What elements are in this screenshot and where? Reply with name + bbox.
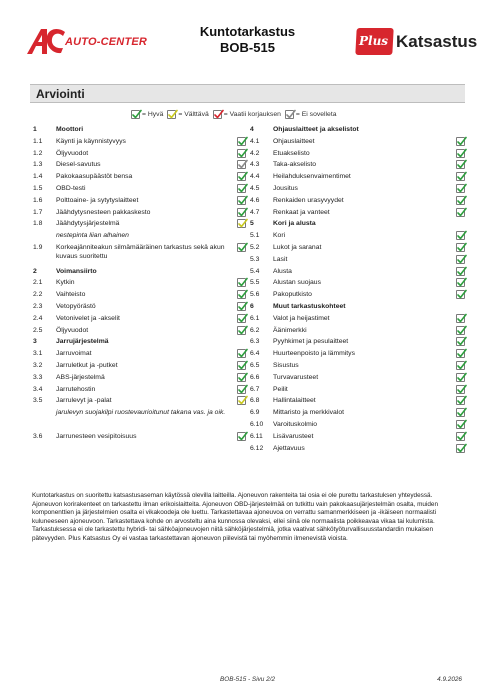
item-label: Kori ja alusta [273,220,316,228]
inspection-row [250,171,460,183]
inspection-row [250,384,460,396]
inspection-row [33,207,243,219]
item-label: Vetopyörästö [56,302,96,310]
item-number: 5.5 [250,279,260,287]
item-number: 4.5 [250,184,260,192]
item-label: Kytkin [56,279,75,287]
check-good-icon [456,337,465,346]
remark-row [33,407,243,431]
check-good-icon [237,290,246,299]
legend-repair [213,110,281,119]
item-label: Jarrujärjestelmä [56,338,109,346]
check-good-icon [237,137,246,146]
item-number: 6 [250,302,254,310]
inspection-row [33,313,243,325]
item-label: Öljyvuodot [56,149,89,157]
inspection-row [33,171,243,183]
footer-date: 4.9.2026 [437,676,462,683]
inspection-row [250,183,460,195]
check-good-icon [456,396,465,405]
item-label: Huurteenpoisto ja lämmitys [273,350,355,358]
item-number: 5.1 [250,232,260,240]
footer-page-number: BOB-515 - Sivu 2/2 [219,676,276,683]
page-header [0,0,495,70]
item-label: Pakoputkisto [273,291,312,299]
inspection-row [250,136,460,148]
check-good-icon [237,184,246,193]
item-number: 5.6 [250,291,260,299]
inspection-row [250,207,460,219]
item-number: 1.5 [33,184,43,192]
inspection-row [250,289,460,301]
check-good-icon [456,361,465,370]
item-label: Jarruvoimat [56,350,92,358]
item-number: 4.6 [250,196,260,204]
inspection-row [250,195,460,207]
remark-text: jarulevyn suojakilpi ruostevaurioitunut takana vas. ja oik. [56,409,226,417]
item-number: 1.7 [33,208,43,216]
inspection-row [33,325,243,337]
item-label: Taka-akselisto [273,161,317,169]
inspection-list-right [250,124,460,454]
inspection-row [250,419,460,431]
item-number: 2.5 [33,326,43,334]
check-good-icon [131,110,140,119]
check-good-icon [456,349,465,358]
check-good-icon [237,196,246,205]
legend-na [285,110,337,119]
inspection-row [33,159,243,171]
item-number: 6.3 [250,338,260,346]
inspection-row [33,431,243,443]
item-number: 3.2 [33,361,43,369]
item-number: 6.6 [250,373,260,381]
item-number: 5 [250,220,254,228]
inspection-row [250,148,460,160]
item-number: 1.1 [33,137,43,145]
item-number: 5.2 [250,243,260,251]
check-good-icon [456,278,465,287]
item-number: 4.4 [250,173,260,181]
title-line-1: Kuntotarkastus [199,24,296,39]
inspection-row [250,372,460,384]
inspection-row [33,395,243,407]
item-number: 5.3 [250,255,260,263]
item-number: 1.8 [33,220,43,228]
plus-katsastus-logo [356,28,476,56]
item-number: 6.11 [250,432,263,440]
check-good-icon [456,432,465,441]
item-label: Voimansiirto [56,267,97,275]
check-good-icon [237,373,246,382]
item-label: Kori [273,232,286,240]
item-label: Diesel-savutus [56,161,101,169]
check-good-icon [456,290,465,299]
check-good-icon [456,326,465,335]
item-label: Vetonivelet ja -akselit [56,314,120,322]
inspection-row [250,336,460,348]
check-good-icon [237,432,246,441]
item-label: Varoituskolmio [273,420,318,428]
item-number: 1.3 [33,161,43,169]
item-number: 2.3 [33,302,43,310]
item-label: Jarrunesteen vesipitoisuus [56,432,137,440]
inspection-row [250,313,460,325]
check-good-icon [456,408,465,417]
check-good-icon [237,361,246,370]
inspection-row [33,301,243,313]
legend-good-label: = Hyvä [142,110,164,118]
item-number: 1 [33,126,37,133]
item-number: 3.3 [33,373,43,381]
item-label: Käynti ja käynnistyvyys [56,137,126,145]
item-label: Sisustus [273,361,299,369]
item-number: 5.4 [250,267,260,275]
check-good-icon [237,172,246,181]
item-label: Jäähdytysnesteen pakkaskesto [56,208,151,216]
item-number: 6.8 [250,397,260,405]
item-label: Lasit [273,255,288,263]
legend-adequate-label: = Välttävä [178,110,209,118]
section-heading-row [250,301,460,313]
item-number: 1.2 [33,149,43,157]
item-label: Pyyhkimet ja pesulaitteet [273,338,349,346]
inspection-row [33,242,243,266]
item-number: 6.10 [250,420,264,428]
item-number: 1.9 [33,243,43,251]
item-number: 2 [33,267,37,275]
inspection-row [33,183,243,195]
item-number: 3.5 [33,397,43,405]
item-label: Renkaat ja vanteet [273,208,330,216]
check-good-icon [237,326,246,335]
item-number: 6.4 [250,350,260,358]
item-label: Valot ja heijastimet [273,314,330,322]
disclaimer-text: Kuntotarkastus on suoritettu katsastusaseman käytössä olevilla laitteilla. Ajoneuvon rakenteita tai osia ei ole purettu tarkastuksen yhteydessä. Ajoneuvon korirakenteet on tarkastettu ilman erikoislaitteita. Ajoneuvon OBD-järjestelmää on tutkittu vain pakokaasujärjestelmän osalta, muiden komponenttien ja järjestelmien osalta ei vikakoodeja ole luettu. Tarkastettavaa ajoneuvoa on verrattu samanmerkkiseen ja -ikäiseen normaalisti kuluneeseen ajoneuvoon. Tarkastettava kohde on arvosteltu aina kunnossa olevaksi, ellei siinä ole normaalista poikkeavaa vikaa tai kulumista. Tarkastuksessa ei ole tarkastettu hybridi- tai sähköajoneuvojen niitä sähköjärjestelmiä, jotka vaativat sähkötyöturvallisuusstandardin mukaisen pätevyyden. Plus Katsastus Oy ei vastaa tarkastettavan ajoneuvon piilevistä tai myöhemmin ilmenevistä vioista. [32,492,439,542]
inspection-list-left [33,124,243,443]
check-good-icon [456,267,465,276]
item-label: Alusta [273,267,292,275]
item-label: Ohjauslaitteet [273,137,315,145]
item-number: 3.1 [33,350,43,358]
katsastus-text: Katsastus [396,32,478,51]
item-label: Korkeajänniteakun silmämääräinen tarkastus sekä akun kuvaus suoritettu [56,243,225,261]
check-good-icon [456,385,465,394]
check-good-icon [456,137,465,146]
check-good-icon [456,149,465,158]
item-label: Peilit [273,385,288,393]
inspection-row [250,443,460,455]
auto-center-logo-mark [25,26,67,56]
item-label: Ajettavuus [273,444,305,452]
item-label: Muut tarkastuskohteet [273,302,346,310]
check-good-icon [456,314,465,323]
item-label: Polttoaine- ja sytytyslaitteet [56,196,139,204]
item-label: ABS-järjestelmä [56,373,105,381]
item-number: 4.7 [250,208,260,216]
inspection-row [33,195,243,207]
check-good-icon [237,149,246,158]
inspection-row [33,289,243,301]
item-number: 6.2 [250,326,260,334]
check-good-icon [456,420,465,429]
item-label: Ohjauslaitteet ja akselistot [273,126,359,133]
check-good-icon [456,255,465,264]
rating-legend [131,108,337,120]
inspection-row [250,348,460,360]
inspection-row [33,277,243,289]
inspection-row [33,136,243,148]
legend-na-label: = Ei sovelleta [295,110,337,118]
check-good-icon [456,444,465,453]
item-label: Mittaristo ja merkkivalot [273,409,345,417]
item-number: 2.2 [33,291,43,299]
item-label: Moottori [56,126,84,133]
section-header [30,84,465,103]
check-good-icon [237,349,246,358]
check-good-icon [456,373,465,382]
check-good-icon [456,208,465,217]
legend-good [131,110,163,119]
inspection-row [250,254,460,266]
check-good-icon [237,385,246,394]
inspection-row [33,372,243,384]
inspection-row [33,148,243,160]
section-title: Arviointi [36,87,85,101]
title-line-2: BOB-515 [220,40,275,55]
section-heading-row [33,336,243,348]
plus-badge-text: Plus [359,34,389,48]
auto-center-logo-text: AUTO-CENTER [65,36,148,48]
item-number: 4.2 [250,149,260,157]
item-label: Renkaiden urasyvyydet [273,196,344,204]
item-label: Etuakselisto [273,149,310,157]
inspection-row [250,395,460,407]
item-number: 4 [250,126,254,133]
legend-repair-label: = Vaatii korjauksen [223,110,281,118]
legend-adequate [167,110,208,119]
item-label: Öljyvuodot [56,326,89,334]
item-label: Jäähdytysjärjestelmä [56,220,120,228]
item-label: Hallintalaitteet [273,397,316,405]
inspection-row [250,407,460,419]
inspection-row [33,360,243,372]
item-number: 1.4 [33,173,43,181]
check-repair-icon [213,110,222,119]
section-heading-row [33,266,243,278]
check-na-icon [285,110,294,119]
inspection-row [250,325,460,337]
item-label: Vaihteisto [56,291,86,299]
auto-center-logo [25,26,148,56]
check-good-icon [456,172,465,181]
check-good-icon [456,231,465,240]
item-number: 4.1 [250,137,260,145]
item-number: 2.4 [33,314,43,322]
section-heading-row [250,124,460,136]
item-label: Turvavarusteet [273,373,319,381]
check-adequate-icon [237,219,246,228]
item-label: Äänimerkki [273,326,307,334]
inspection-row [250,266,460,278]
check-good-icon [456,243,465,252]
item-label: Heilahduksenvaimentimet [273,173,351,181]
item-number: 1.6 [33,196,43,204]
check-good-icon [237,243,246,252]
inspection-row [250,277,460,289]
inspection-row [250,242,460,254]
inspection-row [33,348,243,360]
item-label: Pakokaasupäästöt bensa [56,173,133,181]
check-adequate-icon [167,110,176,119]
item-label: Jarrutehostin [56,385,96,393]
item-label: Lisävarusteet [273,432,314,440]
item-label: Jarrulevyt ja -palat [56,397,112,405]
check-good-icon [456,196,465,205]
item-label: Jousitus [273,184,298,192]
check-good-icon [456,184,465,193]
inspection-row [250,230,460,242]
remark-row [33,230,243,242]
item-number: 4.3 [250,161,260,169]
check-good-icon [237,208,246,217]
inspection-row [250,360,460,372]
item-label: Lukot ja saranat [273,243,322,251]
item-number: 6.9 [250,409,260,417]
inspection-row [250,159,460,171]
item-number: 3.6 [33,432,43,440]
inspection-row [33,218,243,230]
item-number: 6.7 [250,385,260,393]
item-number: 6.5 [250,361,260,369]
check-adequate-icon [237,396,246,405]
item-number: 3 [33,338,37,346]
item-label: Alustan suojaus [273,279,321,287]
check-good-icon [237,302,246,311]
item-number: 6.1 [250,314,260,322]
check-good-icon [237,314,246,323]
check-good-icon [237,278,246,287]
document-title [180,24,315,56]
check-good-icon [456,160,465,169]
check-na-icon [237,160,246,169]
item-number: 6.12 [250,444,264,452]
item-label: OBD-testi [56,184,86,192]
item-label: Jarruletkut ja -putket [56,361,118,369]
inspection-row [33,384,243,396]
section-heading-row [33,124,243,136]
section-heading-row [250,218,460,230]
inspection-row [250,431,460,443]
item-number: 3.4 [33,385,43,393]
item-number: 2.1 [33,279,43,287]
remark-text: nestepinta liian alhainen [56,232,129,240]
